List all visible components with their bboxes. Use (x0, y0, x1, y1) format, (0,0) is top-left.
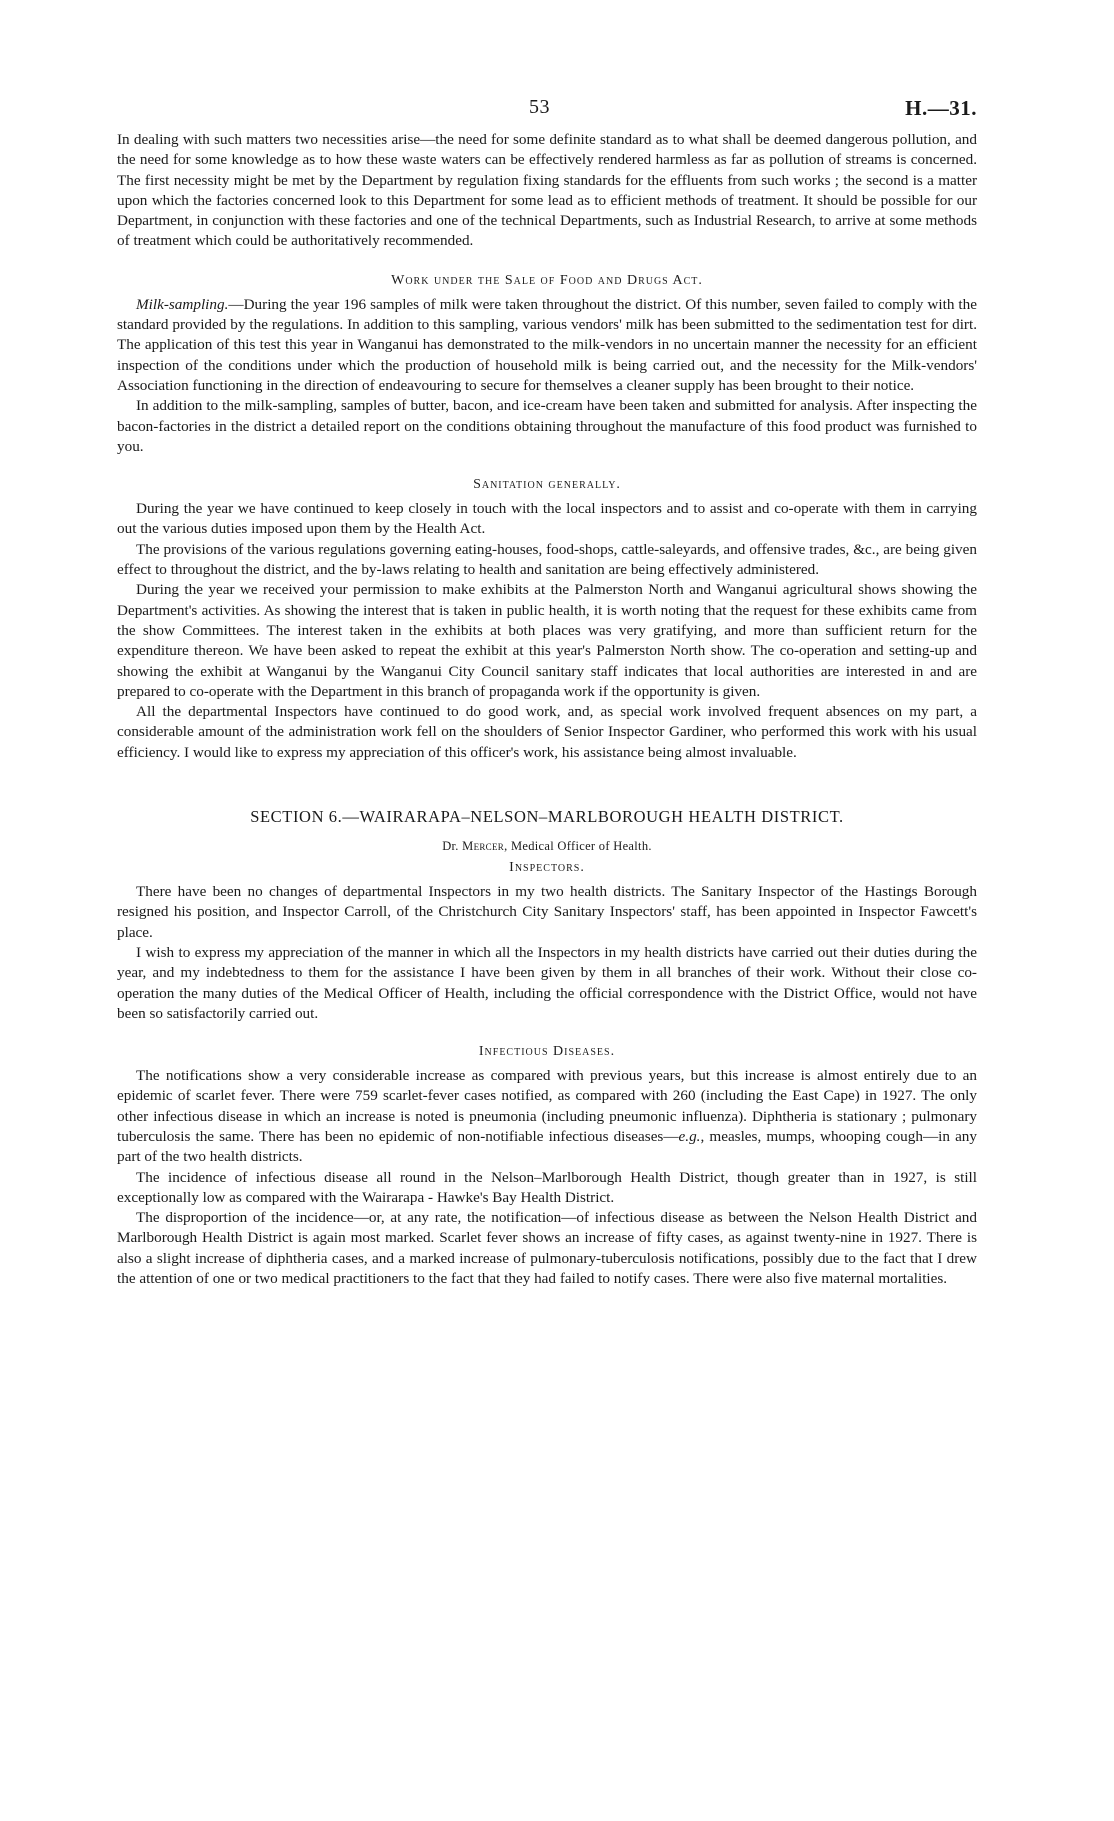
section-title: SECTION 6.—WAIRARAPA–NELSON–MARLBOROUGH HEALTH DISTRICT. (250, 807, 844, 827)
officer-line (117, 839, 977, 854)
inspectors-paragraph-1: There have been no changes of departmental Inspectors in my two health districts. The Sanitary Inspector of the Hastings Borough resigned his position, and Inspector Carroll, of the Christchurch City Sanitary Inspectors' staff, has been appointed in Inspector Fawcett's place. (117, 883, 977, 941)
officer-title: , Medical Officer of Health. (504, 839, 652, 854)
inspectors-heading: Inspectors. (509, 860, 585, 876)
infectious-heading: Infectious Diseases. (478, 1044, 616, 1060)
infectious-paragraph-1 (117, 1066, 977, 1167)
sanitation-heading: Sanitation generally. (473, 477, 621, 493)
officer-name: Mercer (462, 839, 505, 854)
infectious-p1-eg: e.g. (678, 1127, 701, 1145)
milk-sampling-paragraph (117, 295, 977, 396)
food-drugs-heading: Work under the Sale of Food and Drugs Act. (391, 272, 703, 288)
sanitation-paragraph-4: All the departmental Inspectors have continued to do good work, and, as special work involved frequent absences on my part, a considerable amount of the administration work fell on the shoulders of Senior Inspector Gardiner, who performed this work with his usual efficiency. I would like to express my appreciation of this officer's work, his assistance being almost invaluable. (117, 703, 977, 761)
sanitation-paragraph-3: During the year we received your permission to make exhibits at the Palmerston North and Wanganui agricultural shows showing the Department's activities. As showing the interest that is taken in public health, it is worth noting that the request for these exhibits came from the show Committees. The interest taken in the exhibits at both places was very gratifying, and more than sufficient return for the expenditure thereon. We have been asked to repeat the exhibit at this year's Palmerston North show. The co-operation and setting-up and showing the exhibit at Wanganui by the Wanganui City Council sanitary staff indicates that local authorities are interested in and are prepared to co-operate with the Department in this branch of propaganda work if the opportunity is given. (117, 581, 977, 700)
infectious-paragraph-2: The incidence of infectious disease all round in the Nelson–Marlborough Health District, though greater than in 1927, is still exceptionally low as compared with the Wairarapa - Hawke's Bay Health District. (117, 1168, 977, 1206)
page-header (117, 96, 977, 130)
intro-paragraph: In dealing with such matters two necessities arise—the need for some definite standard as to what shall be deemed dangerous pollution, and the need for some knowledge as to how these waste waters can be effectively rendered harmless as far as pollution of streams is concerned. The first necessity might be met by the Department by regulation fixing standards for the effluents from such works ; the second is a matter upon which the factories concerned look to this Department for some lead as to efficient methods of treatment. It should be possible for our Department, in conjunction with these factories and one of the technical Departments, such as Industrial Research, to arrive at some methods of treatment which could be authoritatively recommended. (117, 131, 977, 250)
inspectors-paragraph-2: I wish to express my appreciation of the manner in which all the Inspectors in my health districts have carried out their duties during the year, and my indebtedness to them for the assistance I have been given by them in all branches of their work. Without their close co-operation the many duties of the Medical Officer of Health, including the official correspondence with the District Office, would not have been so satisfactorily carried out. (117, 943, 977, 1022)
milk-sampling-text: —During the year 196 samples of milk were taken throughout the district. Of this number, seven failed to comply with the standard provided by the regulations. In addition to this sampling, various vendors' milk has been submitted to the sedimentation test for dirt. The application of this test this year in Wanganui has demonstrated to the milk-vendors in no uncertain manner the necessity for an efficient inspection of the conditions under which the production of household milk is being carried out, and the necessity for the Milk-vendors' Association functioning in the direction of endeavouring to secure for themselves a cleaner supply has been brought to their notice. (117, 295, 977, 394)
officer-prefix: Dr. (442, 839, 459, 854)
page-number: 53 (529, 96, 550, 118)
infectious-p1-part-a: The notifications show a very considerable increase as compared with previous years, but this increase is almost entirely due to an epidemic of scarlet fever. There were 759 scarlet-fever cases notified, as compared with 260 (including the East Cape) in 1927. The only other infectious disease in which an increase is noted is pneumonia (including pneumonic influenza). Diphtheria is stationary ; pulmonary tuberculosis the same. There has been no epidemic of non-notifiable infectious diseases— (117, 1067, 977, 1145)
infectious-p1-part-b: , measles, mumps, whooping cough—in any part of the two health districts. (117, 1127, 977, 1166)
document-code: H.—31. (905, 96, 977, 120)
sanitation-paragraph-2: The provisions of the various regulations governing eating-houses, food-shops, cattle-saleyards, and offensive trades, &c., are being given effect to throughout the district, and the by-laws relating to health and sanitation are being effectively administered. (117, 540, 977, 579)
document-page (117, 96, 977, 1289)
analysis-paragraph: In addition to the milk-sampling, samples of butter, bacon, and ice-cream have been taken and submitted for analysis. After inspecting the bacon-factories in the district a detailed report on the conditions obtaining throughout the manufacture of this food product was furnished to you. (117, 397, 977, 455)
infectious-paragraph-3: The disproportion of the incidence—or, at any rate, the notification—of infectious disease as between the Nelson Health District and Marlborough Health District is again most marked. Scarlet fever shows an increase of fifty cases, as against twenty-nine in 1927. There is also a slight increase of diphtheria cases, and a marked increase of pulmonary-tuberculosis notifications, possibly due to the fact that I drew the attention of one or two medical practitioners to the fact that they had failed to notify cases. There were also five maternal mortalities. (117, 1209, 977, 1288)
milk-sampling-label: Milk-sampling. (136, 295, 229, 313)
sanitation-paragraph-1: During the year we have continued to keep closely in touch with the local inspectors and to assist and co-operate with them in carrying out the various duties imposed upon them by the Health Act. (117, 500, 977, 538)
